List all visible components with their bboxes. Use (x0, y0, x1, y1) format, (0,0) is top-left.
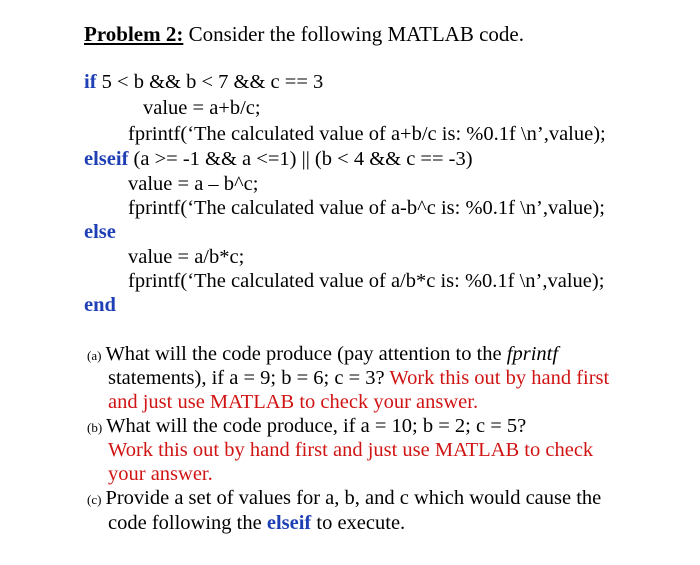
question-a-red-2: and just use MATLAB to check your answer. (108, 391, 479, 413)
question-b-red-1: Work this out by hand first and just use MATLAB to check (108, 439, 594, 461)
if-condition: 5 < b && b < 7 && c == 3 (96, 71, 324, 93)
question-c-text-1: Provide a set of values for a, b, and c which would cause the (105, 487, 602, 509)
question-b-label: (b) (87, 420, 103, 435)
keyword-end: end (84, 294, 116, 316)
code-line-end (84, 295, 116, 316)
question-a-text-2: statements), if a = 9; b = 6; c = 3? (108, 367, 390, 389)
keyword-else: else (84, 221, 116, 243)
question-b-text-1: What will the code produce, if a = 10; b = 2; c = 5? (106, 415, 527, 437)
question-c-line-2 (108, 513, 405, 534)
code-line-fprintf-1: fprintf(‘The calculated value of a+b/c is: %0.1f \n’,value); (128, 123, 606, 145)
question-a-line-2 (108, 368, 609, 389)
question-b-line-1 (87, 416, 526, 437)
code-line-fprintf-3: fprintf(‘The calculated value of a/b*c is: %0.1f \n’,value); (128, 270, 605, 292)
code-line-value-1: value = a+b/c; (143, 97, 261, 119)
question-c-text-2b: to execute. (311, 512, 406, 534)
question-a-fprintf: fprintf (506, 343, 559, 365)
problem-label: Problem 2: (84, 22, 184, 46)
question-a-line-1 (87, 344, 558, 365)
code-line-fprintf-2: fprintf(‘The calculated value of a-b^c is: %0.1f \n’,value); (128, 197, 605, 219)
code-line-value-2: value = a – b^c; (128, 173, 259, 195)
code-line-elseif (84, 149, 473, 170)
question-c-label: (c) (87, 492, 102, 507)
problem-intro: Consider the following MATLAB code. (183, 22, 524, 46)
question-a-red-1: Work this out by hand first (389, 367, 610, 389)
problem-heading (84, 24, 524, 45)
question-a-label: (a) (87, 348, 102, 363)
question-c-line-1 (87, 488, 601, 509)
question-c-text-2a: code following the (108, 512, 267, 534)
code-line-else (84, 222, 116, 243)
keyword-if: if (84, 71, 97, 93)
code-line-value-3: value = a/b*c; (128, 246, 245, 268)
keyword-elseif: elseif (84, 148, 129, 170)
question-b-red-2: your answer. (108, 463, 213, 485)
code-line-if (84, 72, 323, 93)
elseif-condition: (a >= -1 && a <=1) || (b < 4 && c == -3) (128, 148, 473, 170)
question-a-text-1: What will the code produce (pay attention to the (105, 343, 507, 365)
question-c-elseif-keyword: elseif (266, 512, 312, 534)
